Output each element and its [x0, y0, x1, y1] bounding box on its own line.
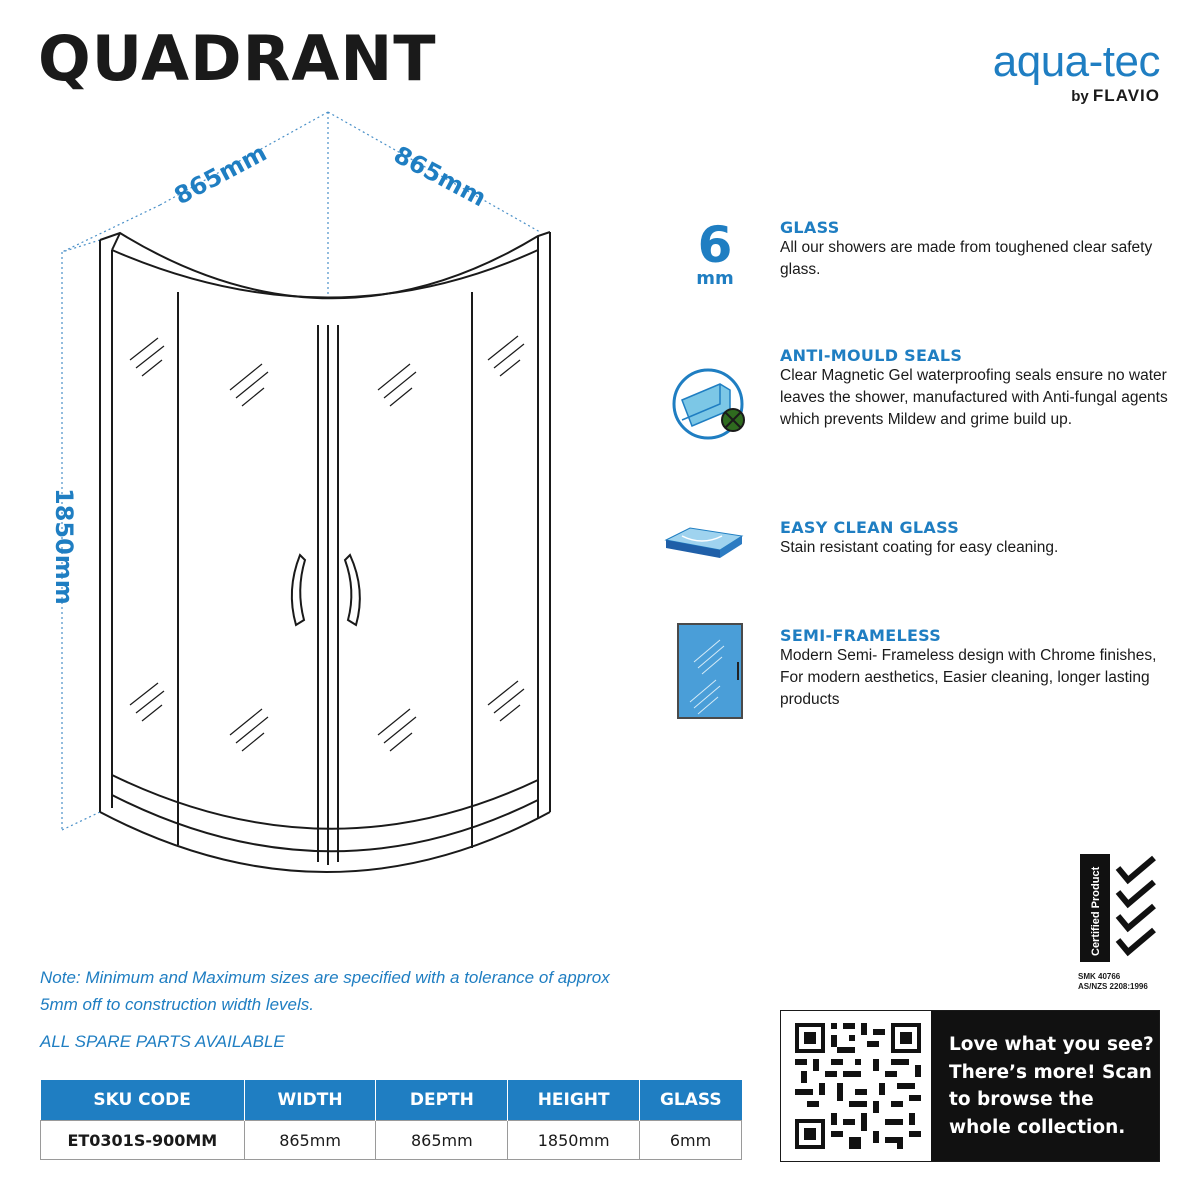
header-depth: DEPTH: [376, 1080, 508, 1121]
seal-profile-icon: [668, 364, 758, 444]
tolerance-note: Note: Minimum and Maximum sizes are specified with a tolerance of approx 5mm off to construction width levels.: [40, 968, 610, 1014]
glass-panel-icon: [676, 622, 746, 720]
cell-depth: 865mm: [376, 1121, 508, 1160]
brand-subline: [993, 86, 1160, 106]
feature-description: Modern Semi- Frameless design with Chrome finishes, For modern aesthetics, Easier cleaning, longer lasting products: [780, 647, 1157, 708]
feature-easy-clean-glass: [780, 518, 1170, 559]
brand-by: by: [1071, 88, 1089, 105]
feature-title: EASY CLEAN GLASS: [780, 518, 960, 537]
feature-title: SEMI-FRAMELESS: [780, 626, 942, 645]
spec-table-header-row: [41, 1080, 742, 1121]
feature-title: ANTI-MOULD SEALS: [780, 346, 963, 365]
easy-clean-glass-icon: [662, 522, 746, 562]
header-glass: GLASS: [640, 1080, 742, 1121]
certification-badge-icon: [1078, 852, 1162, 964]
feature-description: Clear Magnetic Gel waterproofing seals ensure no water leaves the shower, manufactured with Anti-fungal agents which prevents Mildew and grime build up.: [780, 367, 1168, 428]
header-width: WIDTH: [244, 1080, 376, 1121]
brand-name: aqua-tec: [992, 37, 1160, 86]
cell-glass: 6mm: [640, 1121, 742, 1160]
glass-thickness-icon: [680, 218, 750, 290]
qr-code-icon[interactable]: [793, 1021, 923, 1151]
feature-title: GLASS: [780, 218, 840, 237]
brand-logo: [992, 37, 1160, 106]
dimension-height: 1850mm: [50, 488, 78, 605]
feature-semi-frameless: [780, 626, 1170, 711]
feature-anti-mould-seals: [780, 346, 1170, 431]
cell-height: 1850mm: [508, 1121, 640, 1160]
certified-product-mark: [1078, 852, 1162, 992]
brand-maker: FLAVIO: [1092, 86, 1160, 105]
qr-panel: [780, 1010, 1160, 1162]
certification-standard: AS/NZS 2208:1996: [1078, 982, 1148, 991]
table-row: [41, 1121, 742, 1160]
glass-thickness-value: 6: [697, 218, 733, 274]
shower-enclosure-drawing: [0, 100, 620, 920]
dimension-width-right: 865mm: [389, 140, 491, 213]
certification-code: SMK 40766: [1078, 972, 1121, 981]
spare-parts-note: ALL SPARE PARTS AVAILABLE: [40, 1032, 285, 1051]
glass-thickness-unit: mm: [696, 268, 734, 289]
header-sku-code: SKU CODE: [41, 1080, 245, 1121]
qr-message: Love what you see? There’s more! Scan to browse the whole collection.: [949, 1034, 1154, 1138]
dimension-width-left: 865mm: [169, 138, 272, 211]
certified-product-label: Certified Product: [1090, 866, 1102, 956]
feature-description: Stain resistant coating for easy cleaning.: [780, 539, 1059, 556]
cell-width: 865mm: [244, 1121, 376, 1160]
qr-message-panel: [931, 1011, 1159, 1161]
feature-description: All our showers are made from toughened clear safety glass.: [780, 239, 1153, 278]
header-height: HEIGHT: [508, 1080, 640, 1121]
spec-table: [40, 1080, 742, 1160]
feature-glass: [780, 218, 1170, 281]
page-title: QUADRANT: [38, 22, 437, 95]
cell-sku-code: ET0301S-900MM: [41, 1121, 245, 1160]
